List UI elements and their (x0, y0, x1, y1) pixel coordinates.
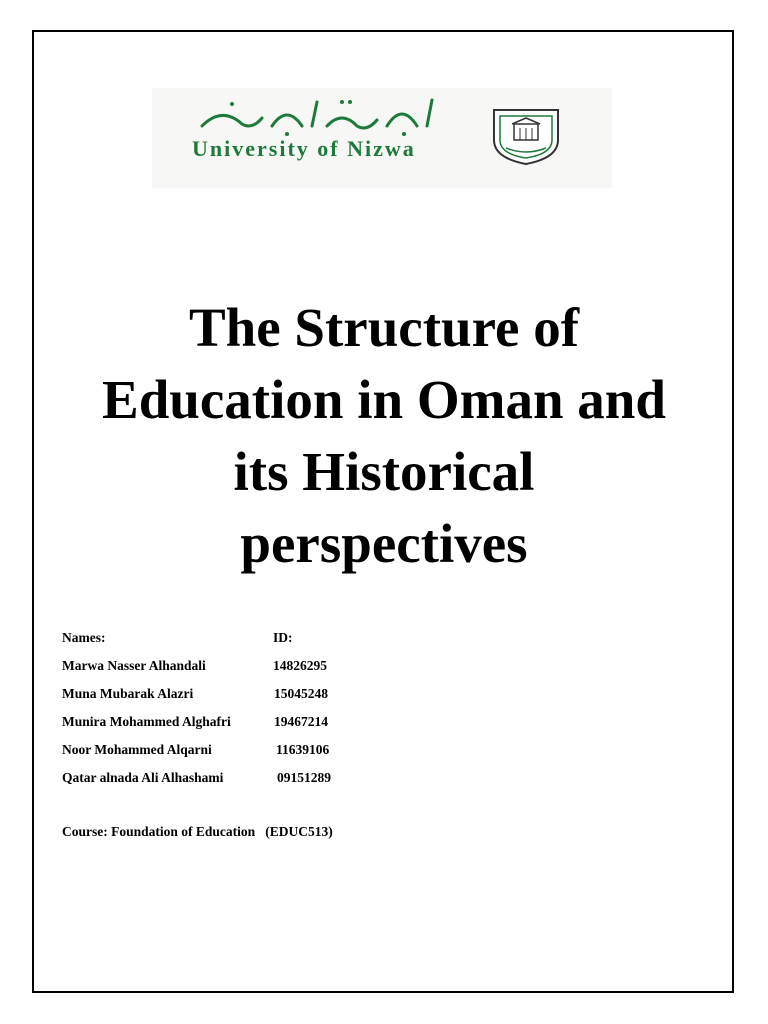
student-name: Muna Mubarak Alazri (62, 686, 194, 701)
student-id: 15045248 (274, 686, 328, 701)
student-id: 09151289 (277, 770, 331, 785)
student-name: Munira Mohammed Alghafri (62, 714, 231, 729)
student-id: 11639106 (276, 742, 330, 757)
title-line-3: its Historical (233, 441, 535, 502)
id-header: ID: (273, 630, 293, 645)
university-logo (152, 88, 612, 188)
student-name: Qatar alnada Ali Alhashami (62, 770, 224, 785)
student-name: Marwa Nasser Alhandali (62, 658, 206, 673)
student-id: 14826295 (273, 658, 327, 673)
student-id: 19467214 (274, 714, 328, 729)
title-line-4: perspectives (240, 513, 528, 574)
university-name-text: University of Nizwa (192, 136, 416, 161)
arabic-calligraphy-logo (192, 96, 452, 136)
student-name: Noor Mohammed Alqarni (62, 742, 212, 757)
title-line-2: Education in Oman and (102, 369, 666, 430)
title-line-1: The Structure of (188, 297, 580, 358)
course-info: Course: Foundation of Education (EDUC513) (62, 824, 333, 839)
document-title (40, 292, 728, 580)
names-header: Names: (62, 630, 106, 645)
university-seal-icon (486, 106, 566, 166)
